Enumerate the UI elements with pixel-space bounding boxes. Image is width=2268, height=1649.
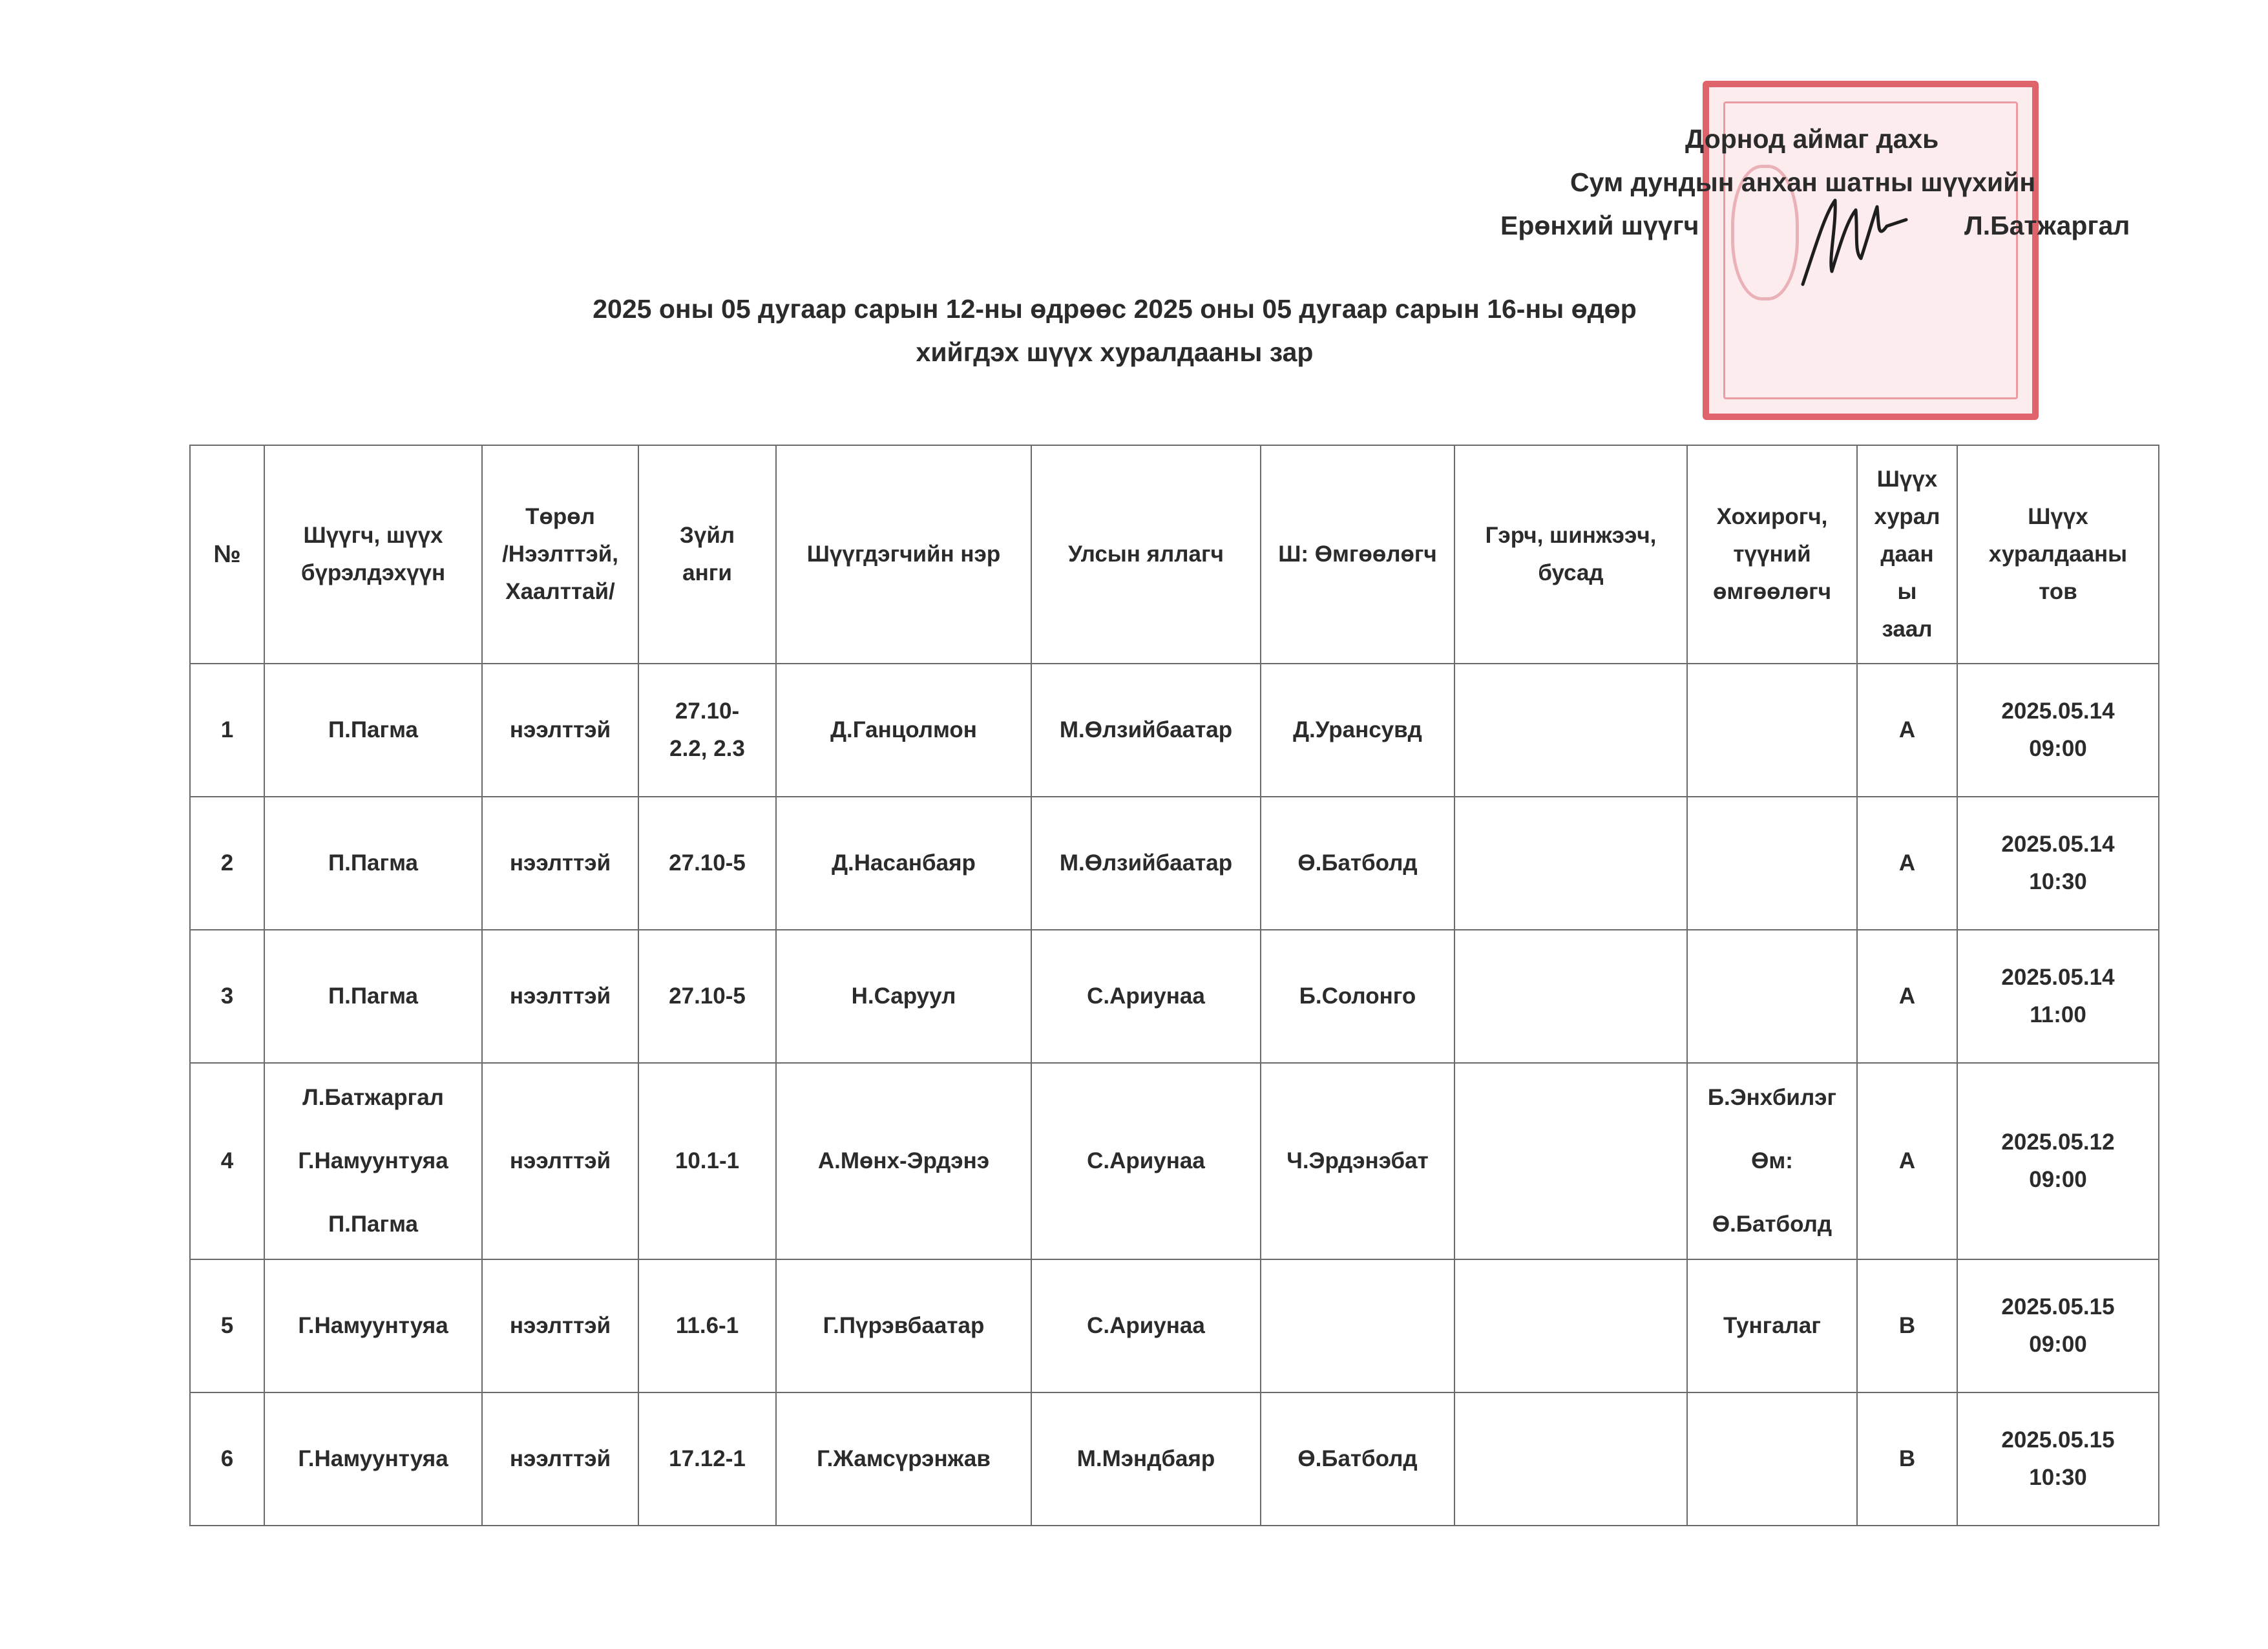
table-row (190, 1063, 2159, 1259)
table-row (190, 664, 2159, 797)
header-type: Төрөл /Нээлттэй, Хаалттай/ (482, 445, 638, 664)
cell-victim (1687, 1392, 1857, 1526)
signature (1796, 187, 1913, 291)
cell-datetime: 2025.05.12 09:00 (1957, 1063, 2159, 1259)
table-row (190, 1392, 2159, 1526)
cell-number: 3 (190, 930, 264, 1063)
cell-lawyer: Ө.Батболд (1261, 1392, 1454, 1526)
hearing-schedule-table (189, 445, 2159, 1526)
cell-datetime: 2025.05.15 09:00 (1957, 1259, 2159, 1392)
cell-article: 17.12-1 (638, 1392, 776, 1526)
table-row (190, 930, 2159, 1063)
cell-judges: П.Пагма (264, 930, 482, 1063)
cell-room: А (1857, 930, 1957, 1063)
cell-judges: П.Пагма (264, 664, 482, 797)
document-title-line-2: хийгдэх шүүх хуралдааны зар (916, 337, 1314, 367)
cell-type: нээлттэй (482, 1392, 638, 1526)
header-lawyer: Ш: Өмгөөлөгч (1261, 445, 1454, 664)
cell-room: А (1857, 664, 1957, 797)
approval-judge-name: Л.Батжаргал (1964, 211, 2130, 240)
approval-line-2: Сум дундын анхан шатны шүүхийн (1570, 167, 2036, 197)
cell-type: нээлттэй (482, 1063, 638, 1259)
cell-datetime: 2025.05.14 11:00 (1957, 930, 2159, 1063)
cell-victim (1687, 930, 1857, 1063)
approval-line-3: Ерөнхий шүүгч (1500, 211, 1699, 240)
cell-prosecutor: С.Ариунаа (1031, 930, 1261, 1063)
header-article: Зүйл анги (638, 445, 776, 664)
cell-victim: Б.Энхбилэг Өм: Ө.Батболд (1687, 1063, 1857, 1259)
cell-room: В (1857, 1392, 1957, 1526)
cell-witness (1454, 1392, 1687, 1526)
cell-datetime: 2025.05.15 10:30 (1957, 1392, 2159, 1526)
cell-prosecutor: М.Өлзийбаатар (1031, 664, 1261, 797)
cell-defendant: Д.Насанбаяр (776, 797, 1031, 930)
cell-type: нээлттэй (482, 1259, 638, 1392)
cell-datetime: 2025.05.14 09:00 (1957, 664, 2159, 797)
header-room: Шүүх хурал даан ы заал (1857, 445, 1957, 664)
cell-article: 27.10-5 (638, 930, 776, 1063)
cell-room: В (1857, 1259, 1957, 1392)
cell-witness (1454, 1063, 1687, 1259)
cell-type: нээлттэй (482, 664, 638, 797)
header-date: Шүүх хуралдааны тов (1957, 445, 2159, 664)
cell-prosecutor: М.Мэндбаяр (1031, 1392, 1261, 1526)
cell-defendant: Г.Пүрэвбаатар (776, 1259, 1031, 1392)
cell-article: 10.1-1 (638, 1063, 776, 1259)
table-row (190, 1259, 2159, 1392)
cell-prosecutor: М.Өлзийбаатар (1031, 797, 1261, 930)
cell-lawyer: Б.Солонго (1261, 930, 1454, 1063)
cell-article: 27.10- 2.2, 2.3 (638, 664, 776, 797)
cell-victim (1687, 664, 1857, 797)
cell-defendant: А.Мөнх-Эрдэнэ (776, 1063, 1031, 1259)
cell-victim: Тунгалаг (1687, 1259, 1857, 1392)
cell-prosecutor: С.Ариунаа (1031, 1063, 1261, 1259)
header-victim: Хохирогч, түүний өмгөөлөгч (1687, 445, 1857, 664)
cell-lawyer: Д.Урансувд (1261, 664, 1454, 797)
cell-number: 6 (190, 1392, 264, 1526)
cell-article: 27.10-5 (638, 797, 776, 930)
header-judges: Шүүгч, шүүх бүрэлдэхүүн (264, 445, 482, 664)
cell-judges: Г.Намуунтуяа (264, 1259, 482, 1392)
header-witness: Гэрч, шинжээч, бусад (1454, 445, 1687, 664)
cell-defendant: Д.Ганцолмон (776, 664, 1031, 797)
approval-line-1: Дорнод аймаг дахь (1685, 124, 1939, 154)
cell-lawyer: Ө.Батболд (1261, 797, 1454, 930)
document-title-line-1: 2025 оны 05 дугаар сарын 12-ны өдрөөс 2025 оны 05 дугаар сарын 16-ны өдөр (593, 294, 1637, 324)
cell-type: нээлттэй (482, 797, 638, 930)
cell-defendant: Н.Саруул (776, 930, 1031, 1063)
cell-number: 1 (190, 664, 264, 797)
cell-victim (1687, 797, 1857, 930)
header-prosecutor: Улсын яллагч (1031, 445, 1261, 664)
table-header-row (190, 445, 2159, 664)
cell-witness (1454, 930, 1687, 1063)
cell-witness (1454, 797, 1687, 930)
cell-lawyer (1261, 1259, 1454, 1392)
cell-number: 2 (190, 797, 264, 930)
cell-number: 5 (190, 1259, 264, 1392)
cell-judges: П.Пагма (264, 797, 482, 930)
cell-witness (1454, 664, 1687, 797)
cell-number: 4 (190, 1063, 264, 1259)
cell-lawyer: Ч.Эрдэнэбат (1261, 1063, 1454, 1259)
table-row (190, 797, 2159, 930)
cell-datetime: 2025.05.14 10:30 (1957, 797, 2159, 930)
header-defendant: Шүүгдэгчийн нэр (776, 445, 1031, 664)
table-body (190, 664, 2159, 1526)
header-num: № (190, 445, 264, 664)
cell-judges: Г.Намуунтуяа (264, 1392, 482, 1526)
cell-article: 11.6-1 (638, 1259, 776, 1392)
cell-type: нээлттэй (482, 930, 638, 1063)
cell-prosecutor: С.Ариунаа (1031, 1259, 1261, 1392)
cell-room: А (1857, 1063, 1957, 1259)
cell-judges: Л.Батжаргал Г.Намуунтуяа П.Пагма (264, 1063, 482, 1259)
cell-defendant: Г.Жамсүрэнжав (776, 1392, 1031, 1526)
cell-witness (1454, 1259, 1687, 1392)
cell-room: А (1857, 797, 1957, 930)
